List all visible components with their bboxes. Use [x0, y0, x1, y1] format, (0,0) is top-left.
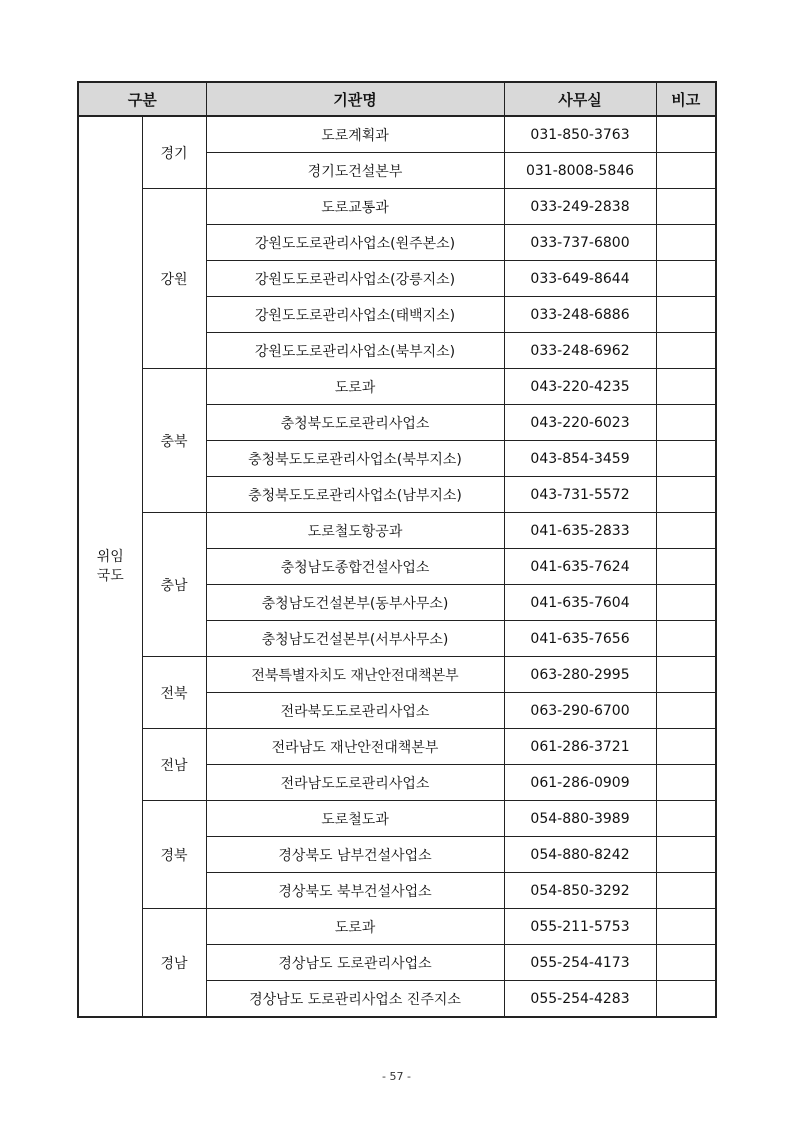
- phone-cell: 043-854-3459: [504, 441, 656, 477]
- phone-cell: 033-248-6962: [504, 333, 656, 369]
- region-cell: 경기: [142, 116, 206, 189]
- agency-cell: 도로교통과: [206, 189, 504, 225]
- phone-cell: 041-635-2833: [504, 513, 656, 549]
- agency-cell: 강원도도로관리사업소(강릉지소): [206, 261, 504, 297]
- category-label: 위임: [96, 548, 124, 565]
- phone-cell: 054-850-3292: [504, 873, 656, 909]
- note-cell: [656, 729, 716, 765]
- note-cell: [656, 477, 716, 513]
- note-cell: [656, 693, 716, 729]
- agency-cell: 전라북도도로관리사업소: [206, 693, 504, 729]
- table-body: [78, 116, 716, 1017]
- agency-cell: 경상북도 남부건설사업소: [206, 837, 504, 873]
- region-cell: 전남: [142, 729, 206, 801]
- header-office: 사무실: [504, 82, 656, 116]
- note-cell: [656, 945, 716, 981]
- note-cell: [656, 189, 716, 225]
- region-cell: 강원: [142, 189, 206, 369]
- phone-cell: 033-249-2838: [504, 189, 656, 225]
- agency-cell: 충청남도종합건설사업소: [206, 549, 504, 585]
- agency-cell: 전라남도 재난안전대책본부: [206, 729, 504, 765]
- phone-cell: 043-220-6023: [504, 405, 656, 441]
- phone-cell: 043-731-5572: [504, 477, 656, 513]
- phone-cell: 041-635-7656: [504, 621, 656, 657]
- note-cell: [656, 513, 716, 549]
- agency-cell: 충청북도도로관리사업소(남부지소): [206, 477, 504, 513]
- note-cell: [656, 981, 716, 1018]
- agency-cell: 도로과: [206, 909, 504, 945]
- table-row: [78, 909, 716, 945]
- table-header-row: [78, 82, 716, 116]
- region-cell: 충남: [142, 513, 206, 657]
- region-cell: 경남: [142, 909, 206, 1018]
- agency-cell: 도로과: [206, 369, 504, 405]
- table-row: [78, 369, 716, 405]
- note-cell: [656, 369, 716, 405]
- agency-cell: 도로철도과: [206, 801, 504, 837]
- header-category: 구분: [78, 82, 206, 116]
- phone-cell: 054-880-3989: [504, 801, 656, 837]
- phone-cell: 033-248-6886: [504, 297, 656, 333]
- phone-cell: 033-649-8644: [504, 261, 656, 297]
- note-cell: [656, 621, 716, 657]
- note-cell: [656, 909, 716, 945]
- note-cell: [656, 765, 716, 801]
- note-cell: [656, 585, 716, 621]
- note-cell: [656, 657, 716, 693]
- note-cell: [656, 801, 716, 837]
- phone-cell: 043-220-4235: [504, 369, 656, 405]
- phone-cell: 033-737-6800: [504, 225, 656, 261]
- phone-cell: 041-635-7604: [504, 585, 656, 621]
- phone-cell: 055-254-4283: [504, 981, 656, 1018]
- agency-cell: 충청남도건설본부(서부사무소): [206, 621, 504, 657]
- category-label: 국도: [96, 567, 124, 584]
- phone-cell: 041-635-7624: [504, 549, 656, 585]
- table-row: [78, 189, 716, 225]
- contact-table: [77, 81, 717, 1018]
- agency-cell: 경기도건설본부: [206, 153, 504, 189]
- phone-cell: 063-280-2995: [504, 657, 656, 693]
- agency-cell: 강원도도로관리사업소(북부지소): [206, 333, 504, 369]
- agency-cell: 도로계획과: [206, 116, 504, 153]
- agency-cell: 충청남도건설본부(동부사무소): [206, 585, 504, 621]
- table-row: [78, 116, 716, 153]
- table-row: [78, 513, 716, 549]
- note-cell: [656, 441, 716, 477]
- agency-cell: 충청북도도로관리사업소(북부지소): [206, 441, 504, 477]
- agency-cell: 강원도도로관리사업소(원주본소): [206, 225, 504, 261]
- table-row: [78, 657, 716, 693]
- header-note: 비고: [656, 82, 716, 116]
- phone-cell: 055-254-4173: [504, 945, 656, 981]
- agency-cell: 경상남도 도로관리사업소 진주지소: [206, 981, 504, 1018]
- region-cell: 충북: [142, 369, 206, 513]
- phone-cell: 061-286-0909: [504, 765, 656, 801]
- table-row: [78, 729, 716, 765]
- agency-cell: 경상남도 도로관리사업소: [206, 945, 504, 981]
- note-cell: [656, 873, 716, 909]
- phone-cell: 031-8008-5846: [504, 153, 656, 189]
- agency-cell: 도로철도항공과: [206, 513, 504, 549]
- note-cell: [656, 297, 716, 333]
- region-cell: 전북: [142, 657, 206, 729]
- phone-cell: 054-880-8242: [504, 837, 656, 873]
- agency-cell: 강원도도로관리사업소(태백지소): [206, 297, 504, 333]
- note-cell: [656, 549, 716, 585]
- header-agency: 기관명: [206, 82, 504, 116]
- region-cell: 경북: [142, 801, 206, 909]
- agency-cell: 경상북도 북부건설사업소: [206, 873, 504, 909]
- note-cell: [656, 153, 716, 189]
- note-cell: [656, 837, 716, 873]
- note-cell: [656, 405, 716, 441]
- phone-cell: 031-850-3763: [504, 116, 656, 153]
- note-cell: [656, 333, 716, 369]
- phone-cell: 061-286-3721: [504, 729, 656, 765]
- phone-cell: 063-290-6700: [504, 693, 656, 729]
- note-cell: [656, 116, 716, 153]
- agency-cell: 충청북도도로관리사업소: [206, 405, 504, 441]
- category-cell: [78, 116, 142, 1017]
- page-number: - 57 -: [382, 1070, 411, 1083]
- agency-cell: 전북특별자치도 재난안전대책본부: [206, 657, 504, 693]
- note-cell: [656, 225, 716, 261]
- phone-cell: 055-211-5753: [504, 909, 656, 945]
- note-cell: [656, 261, 716, 297]
- table-row: [78, 801, 716, 837]
- agency-cell: 전라남도도로관리사업소: [206, 765, 504, 801]
